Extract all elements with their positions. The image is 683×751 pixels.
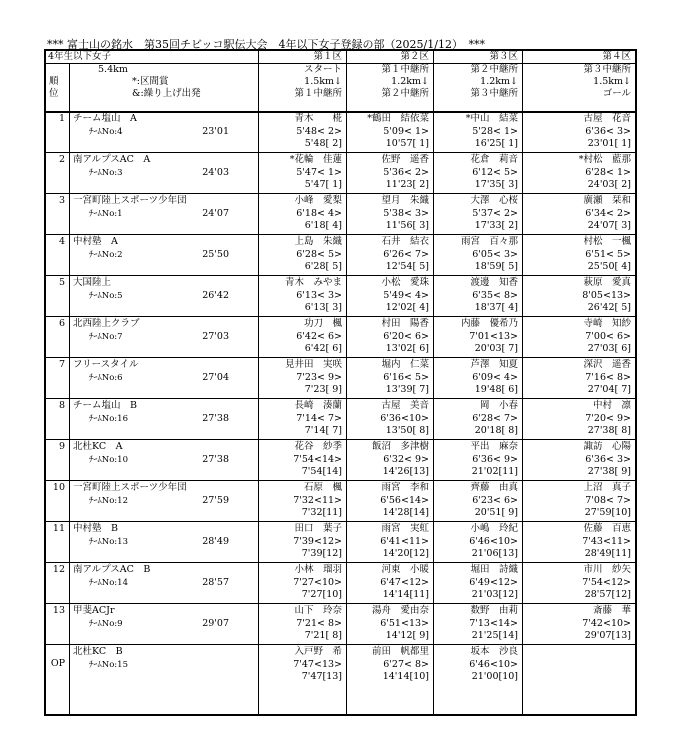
- row-divider: [46, 357, 635, 358]
- runner-name: 入戸野 希: [294, 646, 342, 657]
- leg-split-time: 7'42<10>: [582, 618, 631, 629]
- row-divider: [46, 398, 635, 399]
- team-total-time: 23'01: [202, 126, 229, 137]
- leg-split-time: 6'05< 3>: [472, 249, 518, 260]
- leg-split-time: 7'01<13>: [469, 331, 518, 342]
- leg-cumulative-time: 27'38[ 9]: [587, 466, 631, 477]
- row-divider: [46, 275, 635, 276]
- leg-cumulative-time: 5'47[ 1]: [304, 179, 342, 190]
- leg-split-time: 7'16< 8>: [585, 372, 631, 383]
- leg-split-time: 6'18< 4>: [296, 208, 342, 219]
- section-header-start: 第３中継所: [583, 64, 631, 75]
- team-total-time: 27'04: [202, 372, 229, 383]
- leg-split-time: 6'27< 8>: [383, 659, 429, 670]
- leg-cumulative-time: 14'14[10]: [382, 671, 429, 682]
- leg-cumulative-time: 21'25[14]: [471, 630, 518, 641]
- team-rank: 8: [58, 400, 65, 411]
- leg-split-time: 6'47<12>: [380, 577, 429, 588]
- team-rank: 4: [58, 236, 65, 247]
- leg-split-time: [524, 659, 631, 671]
- leg-split-time: 5'36< 2>: [383, 167, 429, 178]
- team-name: 南アルプスAC A: [73, 154, 151, 165]
- leg-cumulative-time: 17'33[ 2]: [474, 220, 518, 231]
- row-divider: [46, 480, 635, 481]
- runner-name: [524, 646, 631, 658]
- leg-cumulative-time: 12'02[ 4]: [385, 302, 429, 313]
- runner-name: 湯舟 愛由奈: [371, 605, 429, 616]
- runner-name: 見井田 実咲: [284, 359, 342, 370]
- leg-split-time: 6'34< 2>: [585, 208, 631, 219]
- section-4-line: [522, 51, 523, 714]
- section-header-distance: 1.5km↓: [304, 76, 342, 87]
- leg-split-time: 6'28< 1>: [585, 167, 631, 178]
- runner-name: 田口 葉子: [294, 523, 342, 534]
- team-total-time: 27'59: [202, 495, 229, 506]
- runner-name: 堀田 詩織: [470, 564, 518, 575]
- leg-cumulative-time: 6'28[ 5]: [304, 261, 342, 272]
- team-rank: 6: [58, 318, 65, 329]
- leg-split-time: 7'27<10>: [293, 577, 342, 588]
- runner-name: 大澤 心桜: [470, 195, 518, 206]
- team-rank: 13: [52, 605, 65, 616]
- section-header-distance: 1.2km↓: [480, 76, 518, 87]
- leg-cumulative-time: 13'50[ 8]: [385, 425, 429, 436]
- leg-split-time: 5'47< 1>: [296, 167, 342, 178]
- team-rank: 5: [58, 277, 65, 288]
- runner-name: 芦澤 知夏: [470, 359, 518, 370]
- leg-cumulative-time: 7'14[ 7]: [304, 425, 342, 436]
- section-header-name: 第４区: [602, 51, 631, 62]
- team-rank: 9: [58, 441, 65, 452]
- section-header-start: スタート: [303, 64, 342, 75]
- row-divider: [46, 562, 635, 563]
- leg-cumulative-time: 18'37[ 4]: [474, 302, 518, 313]
- team-rank: OP: [50, 658, 65, 669]
- leg-split-time: 6'36< 3>: [585, 454, 631, 465]
- section-header-distance: 1.5km↓: [593, 76, 631, 87]
- leg-cumulative-time: 14'14[11]: [382, 589, 429, 600]
- team-total-time: 24'03: [202, 167, 229, 178]
- section-header-end: 第３中継所: [470, 88, 518, 99]
- runner-name: 廣瀬 栞和: [583, 195, 631, 206]
- leg-split-time: 6'28< 5>: [296, 249, 342, 260]
- team-name: 中村塾 B: [73, 523, 118, 534]
- runner-name: 小林 瑠羽: [294, 564, 342, 575]
- section-header-name: 第２区: [400, 51, 429, 62]
- leg-cumulative-time: 14'12[ 9]: [385, 630, 429, 641]
- leg-cumulative-time: 20'51[ 9]: [474, 507, 518, 518]
- leg-cumulative-time: 14'26[13]: [382, 466, 429, 477]
- section-header-distance: 1.2km↓: [391, 76, 429, 87]
- leg-cumulative-time: 20'18[ 8]: [474, 425, 518, 436]
- team-number: ﾁｰﾑNo:6: [89, 373, 123, 383]
- team-number: ﾁｰﾑNo:16: [89, 414, 128, 424]
- leg-cumulative-time: 11'23[ 2]: [385, 179, 429, 190]
- leg-cumulative-time: 10'57[ 1]: [385, 138, 429, 149]
- leg-split-time: 5'37< 2>: [472, 208, 518, 219]
- leg-cumulative-time: 21'06[13]: [471, 548, 518, 559]
- runner-name: 長崎 湊蘭: [294, 400, 342, 411]
- rank-column-line: [69, 63, 70, 714]
- leg-split-time: 7'23< 9>: [296, 372, 342, 383]
- runner-name: 小嶋 玲紀: [470, 523, 518, 534]
- runner-name: 中村 凛: [592, 400, 631, 411]
- team-rank: 3: [58, 195, 65, 206]
- leg-split-time: 5'28< 1>: [472, 126, 518, 137]
- leg-cumulative-time: 13'39[ 7]: [385, 384, 429, 395]
- runner-name: 上沼 真子: [583, 482, 631, 493]
- leg-split-time: 6'42< 6>: [296, 331, 342, 342]
- leg-cumulative-time: 7'39[12]: [301, 548, 342, 559]
- row-divider: [46, 521, 635, 522]
- runner-name: 斎藤 華: [592, 605, 631, 616]
- leg-split-time: 6'36< 3>: [585, 126, 631, 137]
- row-divider: [46, 316, 635, 317]
- runner-name: 飯沼 多津樹: [371, 441, 429, 452]
- leg-split-time: 5'49< 4>: [383, 290, 429, 301]
- leg-cumulative-time: 24'03[ 2]: [587, 179, 631, 190]
- runner-name: 雨宮 実虹: [381, 523, 429, 534]
- team-total-time: [169, 659, 229, 671]
- leg-split-time: 6'36< 9>: [472, 454, 518, 465]
- team-total-time: 27'38: [202, 454, 229, 465]
- team-number: ﾁｰﾑNo:10: [89, 455, 128, 465]
- rank-header-bottom: 位: [49, 88, 59, 99]
- row-divider: [46, 644, 635, 645]
- leg-cumulative-time: 21'02[11]: [471, 466, 518, 477]
- leg-split-time: 6'09< 4>: [472, 372, 518, 383]
- team-rank: 2: [58, 154, 65, 165]
- team-number: ﾁｰﾑNo:9: [89, 619, 123, 629]
- team-number: ﾁｰﾑNo:7: [89, 332, 123, 342]
- leg-cumulative-time: 25'50[ 4]: [587, 261, 631, 272]
- runner-name: 青木 みやま: [284, 277, 342, 288]
- results-table: [44, 49, 637, 716]
- team-total-time: 27'03: [202, 331, 229, 342]
- team-name: 甲斐ACJr: [73, 605, 115, 616]
- leg-cumulative-time: 27'38[ 8]: [587, 425, 631, 436]
- runner-name: 山下 玲奈: [294, 605, 342, 616]
- runner-name: 岡 小春: [479, 400, 518, 411]
- leg-cumulative-time: 12'54[ 5]: [385, 261, 429, 272]
- total-distance: 5.4km: [98, 64, 128, 75]
- runner-name: 堀内 仁菜: [381, 359, 429, 370]
- runner-name: 数野 由莉: [470, 605, 518, 616]
- leg-split-time: 6'28< 7>: [472, 413, 518, 424]
- team-rank: 11: [52, 523, 65, 534]
- leg-cumulative-time: 11'56[ 3]: [385, 220, 429, 231]
- runner-name: 青木 椛: [294, 113, 342, 124]
- leg-split-time: 5'38< 3>: [383, 208, 429, 219]
- team-name: フリースタイル: [73, 359, 139, 370]
- leg-cumulative-time: 21'00[10]: [471, 671, 518, 682]
- team-name: 中村塾 A: [73, 236, 118, 247]
- runner-name: 雨宮 李和: [381, 482, 429, 493]
- runner-name: *中山 結菜: [465, 113, 518, 124]
- leg-cumulative-time: 6'18[ 4]: [304, 220, 342, 231]
- runner-name: 功刀 楓: [303, 318, 342, 329]
- leg-cumulative-time: 18'59[ 5]: [474, 261, 518, 272]
- leg-split-time: 6'56<14>: [380, 495, 429, 506]
- team-name: チーム塩山 A: [73, 113, 137, 124]
- leg-split-time: 6'49<12>: [469, 577, 518, 588]
- leg-split-time: 7'32<11>: [293, 495, 342, 506]
- leg-split-time: 8'05<13>: [582, 290, 631, 301]
- leg-cumulative-time: 13'02[ 6]: [385, 343, 429, 354]
- runner-name: 前田 帆都里: [371, 646, 429, 657]
- row-divider: [46, 603, 635, 604]
- legend-section-prize: *:区間賞: [132, 76, 169, 87]
- leg-split-time: 6'46<10>: [469, 659, 518, 670]
- runner-name: 萩原 愛真: [583, 277, 631, 288]
- runner-name: 内藤 優希乃: [460, 318, 518, 329]
- leg-split-time: 6'13< 3>: [296, 290, 342, 301]
- leg-split-time: 5'09< 1>: [383, 126, 429, 137]
- leg-split-time: 6'23< 6>: [472, 495, 518, 506]
- section-3-line: [433, 51, 434, 714]
- runner-name: 諏訪 心陽: [583, 441, 631, 452]
- leg-split-time: 6'41<11>: [380, 536, 429, 547]
- team-number: ﾁｰﾑNo:13: [89, 537, 128, 547]
- row-divider: [46, 439, 635, 440]
- leg-cumulative-time: 21'03[12]: [471, 589, 518, 600]
- runner-name: *花輪 佳蓮: [289, 154, 342, 165]
- team-name: 南アルプスAC B: [73, 564, 151, 575]
- section-1-line: [258, 51, 259, 714]
- section-header-name: 第１区: [313, 51, 342, 62]
- team-rank: 12: [52, 564, 65, 575]
- leg-split-time: 7'21< 8>: [296, 618, 342, 629]
- leg-split-time: 6'12< 5>: [472, 167, 518, 178]
- section-2-line: [346, 51, 347, 714]
- section-header-start: 第１中継所: [381, 64, 429, 75]
- runner-name: 渡邊 知香: [470, 277, 518, 288]
- leg-split-time: 7'54<14>: [293, 454, 342, 465]
- team-name: 一宮町陸上スポーツ少年団: [73, 482, 187, 493]
- leg-cumulative-time: 19'48[ 6]: [474, 384, 518, 395]
- leg-split-time: 7'43<11>: [582, 536, 631, 547]
- legend-carry-start: &:繰り上げ出発: [132, 88, 201, 99]
- team-number: ﾁｰﾑNo:3: [89, 168, 123, 178]
- leg-split-time: 5'48< 2>: [296, 126, 342, 137]
- runner-name: 村田 陽香: [381, 318, 429, 329]
- leg-cumulative-time: [524, 671, 631, 683]
- leg-cumulative-time: 14'28[14]: [382, 507, 429, 518]
- section-header-end: 第２中継所: [381, 88, 429, 99]
- team-name: 一宮町陸上スポーツ少年団: [73, 195, 187, 206]
- team-number: ﾁｰﾑNo:12: [89, 496, 128, 506]
- leg-cumulative-time: 7'54[14]: [301, 466, 342, 477]
- runner-name: 花谷 紗季: [294, 441, 342, 452]
- leg-cumulative-time: 27'59[10]: [584, 507, 631, 518]
- leg-split-time: 7'00< 6>: [585, 331, 631, 342]
- section-header-end: 第１中継所: [294, 88, 342, 99]
- runner-name: *村松 藍那: [578, 154, 631, 165]
- team-name: チーム塩山 B: [73, 400, 137, 411]
- leg-split-time: 7'39<12>: [293, 536, 342, 547]
- runner-name: 寺崎 知紗: [583, 318, 631, 329]
- team-number: ﾁｰﾑNo:4: [89, 127, 123, 137]
- leg-split-time: 6'35< 8>: [472, 290, 518, 301]
- runner-name: 佐野 遥香: [381, 154, 429, 165]
- leg-split-time: 6'51< 5>: [585, 249, 631, 260]
- leg-cumulative-time: 20'03[ 7]: [474, 343, 518, 354]
- team-number: ﾁｰﾑNo:15: [89, 660, 128, 670]
- runner-name: 村松 一楓: [583, 236, 631, 247]
- leg-split-time: 6'16< 5>: [383, 372, 429, 383]
- runner-name: *鶴田 結依菜: [367, 113, 429, 124]
- runner-name: 花倉 莉音: [470, 154, 518, 165]
- leg-split-time: 6'26< 7>: [383, 249, 429, 260]
- team-total-time: 27'38: [202, 413, 229, 424]
- team-total-time: 28'57: [202, 577, 229, 588]
- leg-split-time: 7'14< 7>: [296, 413, 342, 424]
- runner-name: 河東 小暖: [381, 564, 429, 575]
- leg-cumulative-time: 14'20[12]: [382, 548, 429, 559]
- team-total-time: 24'07: [202, 208, 229, 219]
- leg-split-time: 7'08< 7>: [585, 495, 631, 506]
- leg-cumulative-time: 27'03[ 6]: [587, 343, 631, 354]
- team-name: 北西陸上クラブ: [73, 318, 140, 329]
- leg-split-time: 6'32< 9>: [383, 454, 429, 465]
- team-number: ﾁｰﾑNo:2: [89, 250, 123, 260]
- team-total-time: 25'50: [202, 249, 229, 260]
- team-name: 北杜KC B: [73, 646, 123, 657]
- leg-cumulative-time: 7'32[11]: [301, 507, 342, 518]
- team-number: ﾁｰﾑNo:1: [89, 209, 123, 219]
- row-divider: [46, 193, 635, 194]
- leg-cumulative-time: 6'13[ 3]: [304, 302, 342, 313]
- team-name: 北杜KC A: [73, 441, 123, 452]
- row-divider: [46, 152, 635, 153]
- runner-name: 深沢 遥香: [583, 359, 631, 370]
- runner-name: 坂本 沙良: [470, 646, 518, 657]
- leg-cumulative-time: 6'42[ 6]: [304, 343, 342, 354]
- leg-split-time: 6'36<10>: [380, 413, 429, 424]
- leg-cumulative-time: 16'25[ 1]: [474, 138, 518, 149]
- leg-cumulative-time: 26'42[ 5]: [587, 302, 631, 313]
- section-header-name: 第３区: [489, 51, 518, 62]
- team-rank: 7: [58, 359, 65, 370]
- team-rank: 1: [58, 113, 65, 124]
- leg-split-time: 6'46<10>: [469, 536, 518, 547]
- leg-cumulative-time: 27'04[ 7]: [587, 384, 631, 395]
- runner-name: 市川 紗矢: [583, 564, 631, 575]
- leg-split-time: 7'47<13>: [293, 659, 342, 670]
- row-divider: [46, 234, 635, 235]
- leg-cumulative-time: 7'47[13]: [301, 671, 342, 682]
- leg-cumulative-time: 24'07[ 3]: [587, 220, 631, 231]
- leg-cumulative-time: 28'57[12]: [584, 589, 631, 600]
- leg-split-time: 6'20< 6>: [383, 331, 429, 342]
- rank-header-top: 順: [49, 76, 59, 87]
- leg-cumulative-time: 7'27[10]: [301, 589, 342, 600]
- runner-name: 望月 朱織: [381, 195, 429, 206]
- runner-name: 小峰 愛梨: [294, 195, 342, 206]
- runner-name: 古屋 美音: [381, 400, 429, 411]
- section-header-start: 第２中継所: [470, 64, 518, 75]
- runner-name: 上島 朱織: [294, 236, 342, 247]
- team-number: ﾁｰﾑNo:5: [89, 291, 123, 301]
- leg-split-time: 7'20< 9>: [585, 413, 631, 424]
- team-total-time: 29'07: [202, 618, 229, 629]
- leg-split-time: 7'54<12>: [582, 577, 631, 588]
- category-label: 4年生以下女子: [48, 51, 112, 62]
- team-total-time: 28'49: [202, 536, 229, 547]
- leg-cumulative-time: 7'23[ 9]: [304, 384, 342, 395]
- runner-name: 石原 楓: [303, 482, 342, 493]
- runner-name: 雨宮 百々那: [460, 236, 518, 247]
- leg-cumulative-time: 5'48[ 2]: [304, 138, 342, 149]
- team-rank: 10: [52, 482, 65, 493]
- page-title: *** 富士山の銘水 第35回チビッコ駅伝大会 4年以下女子登録の部（2025/1/12） ***: [47, 38, 485, 51]
- runner-name: 平出 麻奈: [470, 441, 518, 452]
- leg-cumulative-time: 23'01[ 1]: [587, 138, 631, 149]
- team-name: 大国陸上: [73, 277, 112, 288]
- leg-split-time: 6'51<13>: [380, 618, 429, 629]
- runner-name: 小松 愛珠: [381, 277, 429, 288]
- team-total-time: 26'42: [202, 290, 229, 301]
- leg-cumulative-time: 7'21[ 8]: [304, 630, 342, 641]
- runner-name: 古屋 花音: [583, 113, 631, 124]
- runner-name: 石井 結衣: [381, 236, 429, 247]
- section-header-end: ゴール: [602, 88, 631, 99]
- runner-name: 佐藤 百恵: [583, 523, 631, 534]
- runner-name: 齊藤 由真: [470, 482, 518, 493]
- leg-cumulative-time: 29'07[13]: [584, 630, 631, 641]
- leg-cumulative-time: 17'35[ 3]: [474, 179, 518, 190]
- leg-split-time: 7'13<14>: [469, 618, 518, 629]
- team-number: ﾁｰﾑNo:14: [89, 578, 128, 588]
- leg-cumulative-time: 28'49[11]: [584, 548, 631, 559]
